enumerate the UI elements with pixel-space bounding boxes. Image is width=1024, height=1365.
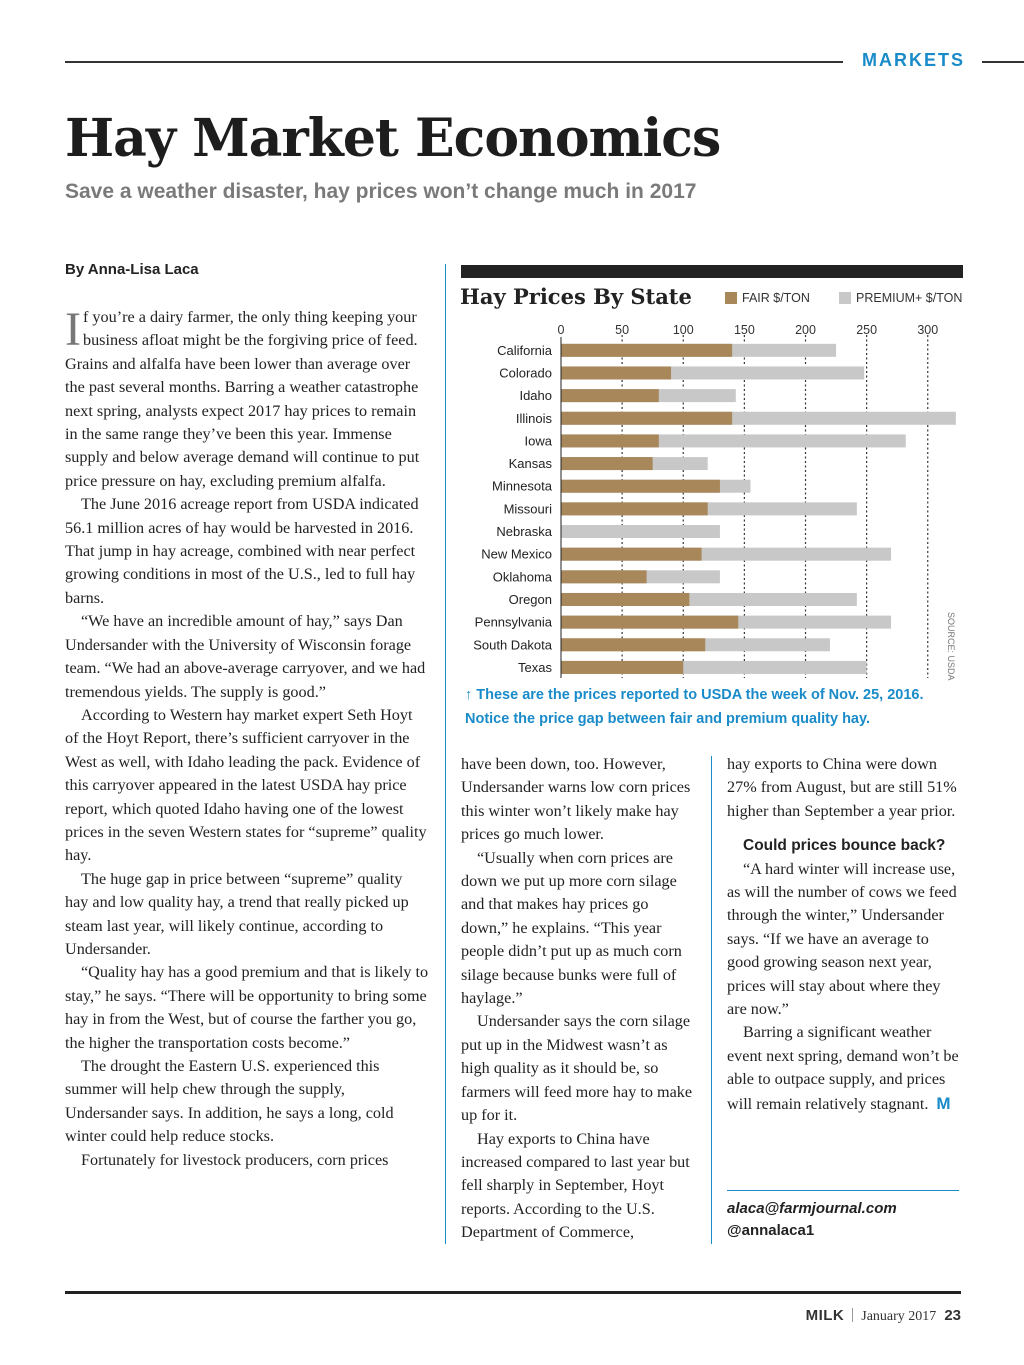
- x-tick-label: 150: [733, 323, 755, 337]
- page-title: Hay Market Economics: [65, 108, 721, 169]
- legend-premium-swatch: [839, 292, 851, 304]
- paragraph: The June 2016 acreage report from USDA indicated 56.1 million acres of hay would be harvested in 2016. That jump in hay acreage, combined with near perfect growing conditions in most of the U.S., led to full hay barns.: [65, 495, 419, 607]
- state-label: New Mexico: [481, 546, 552, 562]
- article-column-3: [727, 753, 961, 1116]
- top-rule: [65, 61, 843, 63]
- fair-bar: [561, 616, 738, 629]
- first-paragraph: [65, 303, 429, 493]
- x-tick-label: 50: [615, 323, 630, 337]
- state-label: Pennsylvania: [474, 614, 552, 630]
- page-subtitle: Save a weather disaster, hay prices won’t change much in 2017: [65, 180, 697, 203]
- x-tick-label: 300: [917, 323, 939, 337]
- paragraph: The drought the Eastern U.S. experienced this summer will help chew through the supply, Undersander says. In addition, he says a long, cold winter could help reduce stocks.: [65, 1057, 394, 1146]
- fair-bar: [561, 457, 653, 470]
- chart-caption: [465, 683, 965, 731]
- fair-bar: [561, 570, 647, 583]
- paragraph: Fortunately for livestock producers, corn prices: [81, 1150, 389, 1169]
- fair-bar: [561, 502, 708, 515]
- column-divider: [711, 756, 712, 1244]
- state-label: Illinois: [515, 410, 552, 426]
- legend-fair: [725, 291, 810, 305]
- fair-bar: [561, 434, 659, 447]
- state-label: Minnesota: [492, 478, 552, 494]
- state-label: Missouri: [503, 501, 552, 517]
- fair-bar: [561, 638, 705, 651]
- issue-date: January 2017: [861, 1309, 937, 1324]
- arrow-up-icon: ↑: [465, 687, 477, 703]
- fair-bar: [561, 548, 702, 561]
- last-paragraph: [727, 1021, 961, 1116]
- footer-separator: [852, 1308, 853, 1322]
- x-tick-label: 200: [795, 323, 816, 337]
- fair-bar: [561, 593, 689, 606]
- paragraph: hay exports to China were down 27% from August, but are still 51% higher than September a year prior.: [727, 755, 957, 820]
- magazine-logo: MILK: [805, 1307, 845, 1324]
- state-label: South Dakota: [473, 637, 552, 653]
- article-column-1: [65, 303, 429, 1172]
- end-mark-icon: M: [936, 1093, 951, 1113]
- fair-bar: [561, 480, 720, 493]
- x-tick-label: 250: [856, 323, 878, 337]
- state-label: Idaho: [519, 388, 552, 404]
- paragraph: have been down, too. However, Undersander warns low corn prices this winter won’t likely make hay prices go much lower.: [461, 755, 691, 844]
- legend-premium-label: PREMIUM+ $/TON: [856, 291, 963, 305]
- subhead: Could prices bounce back?: [743, 837, 946, 855]
- article-column-2: [461, 753, 697, 1245]
- fair-bar: [561, 389, 659, 402]
- column-divider: [445, 264, 446, 1244]
- page-number: 23: [944, 1307, 961, 1324]
- first-paragraph-text: f you’re a dairy farmer, the only thing keeping your business afloat might be the forgiving price of feed. Grains and alfalfa have been lower than average over the past several months. Barring a weather catastrophe next spring, analysts expect 2017 hay prices to remain in the same range they’ve been this year. Immense supply and below average demand will continue to put price pressure on hay, excluding premium alfalfa.: [65, 308, 420, 490]
- section-label: MARKETS: [862, 50, 965, 70]
- bottom-rule: [65, 1291, 961, 1294]
- fair-bar: [561, 344, 732, 357]
- state-label: Kansas: [508, 456, 552, 472]
- x-tick-label: 0: [557, 323, 565, 337]
- state-label: Oklahoma: [492, 569, 552, 585]
- author-twitter[interactable]: @annalaca1: [727, 1222, 815, 1239]
- paragraph: “Quality hay has a good premium and that is likely to stay,” he says. “There will be opportunity to bring some hay in from the West, but of course the farther you go, the higher the transportation costs become.”: [65, 963, 429, 1052]
- top-rule-right: [982, 61, 1024, 63]
- state-label: Texas: [518, 659, 552, 675]
- state-label: Colorado: [499, 365, 552, 381]
- legend-premium: [839, 291, 962, 305]
- paragraph: “Usually when corn prices are down we put up more corn silage and that makes hay prices go down,” he explains. “This year people didn’t put up as much corn silage because bunks were full of haylage.”: [461, 848, 682, 1008]
- x-tick-label: 100: [672, 323, 694, 337]
- state-label: California: [497, 342, 552, 358]
- chart-source: SOURCE: USDA: [946, 612, 956, 681]
- legend-fair-label: FAIR $/TON: [742, 291, 810, 305]
- fair-bar: [561, 661, 683, 674]
- byline: By Anna-Lisa Laca: [65, 261, 199, 278]
- paragraph: “We have an incredible amount of hay,” says Dan Undersander with the University of Wisconsin forage team. “We had an above-average carryover, and we had tremendous yields. The supply is good.”: [65, 612, 426, 701]
- premium-bar: [561, 525, 720, 538]
- last-paragraph-text: Barring a significant weather event next spring, demand won’t be able to outpace supply, and prices will remain relatively stagnant.: [727, 1023, 959, 1113]
- author-email[interactable]: alaca@farmjournal.com: [727, 1200, 897, 1217]
- state-label: Iowa: [524, 433, 552, 449]
- paragraph: According to Western hay market expert Seth Hoyt of the Hoyt Report, there’s sufficient carryover in the West as well, with Idaho leading the pack. Evidence of this carryover appeared in the latest USDA hay price report, which quoted Idaho having one of the lowest prices in the seven Western states for “supreme” quality hay.: [65, 705, 427, 865]
- chart-caption-text: These are the prices reported to USDA the week of Nov. 25, 2016. Notice the price gap between fair and premium quality hay.: [465, 687, 924, 727]
- footer: [806, 1307, 961, 1325]
- hay-price-chart: [460, 318, 960, 678]
- contact-block: [727, 1198, 897, 1242]
- paragraph: “A hard winter will increase use, as will the number of cows we feed through the winter,” Undersander says. “If we have an average to good growing season next year, prices will stay about where they are now.”: [727, 859, 957, 1019]
- paragraph: The huge gap in price between “supreme” quality hay and low quality hay, a trend that really picked up steam last year, will likely continue, according to Undersander.: [65, 869, 409, 958]
- chart-title: Hay Prices By State: [460, 284, 692, 309]
- chart-header-bar: [461, 265, 963, 278]
- state-label: Oregon: [508, 591, 552, 607]
- fair-bar: [561, 366, 671, 379]
- fair-bar: [561, 412, 732, 425]
- state-label: Nebraska: [496, 524, 552, 540]
- drop-cap: I: [65, 303, 81, 356]
- paragraph: Hay exports to China have increased compared to last year but fell sharply in September, Hoyt reports. According to the U.S. Department of Commerce,: [461, 1129, 690, 1242]
- paragraph: Undersander says the corn silage put up in the Midwest wasn’t as high quality as it should be, so farmers will feed more hay to make up for it.: [461, 1012, 693, 1125]
- legend-fair-swatch: [725, 292, 737, 304]
- contact-rule: [727, 1190, 959, 1191]
